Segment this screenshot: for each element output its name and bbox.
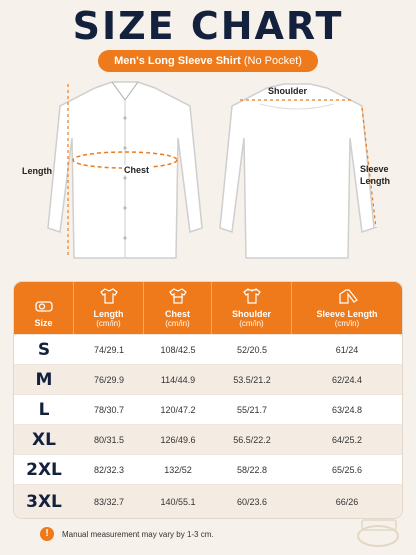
chest-cell: 140/55.1 <box>160 496 196 507</box>
page-title: SIZE CHART <box>72 4 344 48</box>
header-chest <box>144 282 212 334</box>
sleeve-label-line1: Sleeve <box>360 164 389 174</box>
sleeve-cell: 61/24 <box>335 344 359 355</box>
shoulder-label: Shoulder <box>268 86 308 96</box>
chest-cell: 132/52 <box>164 464 192 475</box>
chest-cell: 126/49.6 <box>160 434 196 445</box>
table-row <box>14 484 402 518</box>
shirt-illustrations <box>0 78 416 268</box>
header-sleeve-unit: (cm/in) <box>334 319 360 328</box>
length-label: Length <box>22 166 52 176</box>
warning-icon: ! <box>40 527 54 541</box>
subtitle-light: (No Pocket) <box>243 55 302 67</box>
chest-cell: 114/44.9 <box>160 374 196 385</box>
header-chest-label: Chest <box>164 309 190 319</box>
table-row <box>14 334 402 364</box>
shoulder-cell: 52/20.5 <box>236 344 268 355</box>
sleeve-cell: 65/25.6 <box>331 464 363 475</box>
chest-label: Chest <box>124 165 150 175</box>
subtitle-bold: Men's Long Sleeve Shirt <box>114 55 241 67</box>
shoulder-cell: 58/22.8 <box>236 464 268 475</box>
header-shoulder <box>212 282 292 334</box>
size-table <box>14 282 402 518</box>
sleeve-cell: 63/24.8 <box>331 404 363 415</box>
shoulder-cell: 56.5/22.2 <box>233 434 271 445</box>
shoulder-cell: 60/23.6 <box>236 496 268 507</box>
header-length <box>74 282 144 334</box>
header-sleeve <box>292 282 402 334</box>
tape-measure-icon <box>35 299 53 315</box>
table-row <box>14 364 402 394</box>
sleeve-icon <box>336 288 358 306</box>
length-cell: 78/30.7 <box>93 404 125 415</box>
table-row <box>14 454 402 484</box>
header-size <box>14 282 74 334</box>
tape-measure-decoration-icon <box>350 510 406 550</box>
header-shoulder-label: Shoulder <box>231 309 271 319</box>
shirt-length-icon <box>100 288 118 306</box>
subtitle-pill <box>98 50 318 72</box>
length-cell: 80/31.5 <box>93 434 125 445</box>
length-cell: 76/29.9 <box>93 374 125 385</box>
sleeve-cell: 62/24.4 <box>331 374 363 385</box>
header-shoulder-unit: (cm/in) <box>239 319 264 328</box>
chest-tape-icon <box>169 288 187 306</box>
size-cell: S <box>37 339 51 360</box>
header-size-label: Size <box>34 318 53 328</box>
table-row <box>14 394 402 424</box>
size-cell: L <box>38 399 50 420</box>
size-cell: XL <box>32 429 56 450</box>
table-header <box>14 282 402 334</box>
size-cell: M <box>35 369 53 390</box>
length-cell: 82/32.3 <box>93 464 125 475</box>
sleeve-cell: 66/26 <box>335 496 359 507</box>
sleeve-label-line2: Length <box>360 176 390 186</box>
footer <box>40 524 340 544</box>
header-length-unit: (cm/in) <box>96 319 121 328</box>
size-cell: 2XL <box>26 459 62 480</box>
footer-note: Manual measurement may vary by 1-3 cm. <box>62 529 214 539</box>
header-length-label: Length <box>93 309 124 319</box>
table-row <box>14 424 402 454</box>
shoulder-icon <box>243 288 261 306</box>
length-cell: 74/29.1 <box>93 344 125 355</box>
shoulder-cell: 53.5/21.2 <box>233 374 271 385</box>
length-cell: 83/32.7 <box>93 496 125 507</box>
size-cell: 3XL <box>26 491 62 512</box>
back-shirt-image <box>212 78 382 268</box>
header-chest-unit: (cm/in) <box>165 319 190 328</box>
header-sleeve-label: Sleeve Length <box>316 309 378 319</box>
sleeve-cell: 64/25.2 <box>331 434 363 445</box>
shoulder-cell: 55/21.7 <box>236 404 268 415</box>
chest-cell: 108/42.5 <box>160 344 196 355</box>
chest-cell: 120/47.2 <box>160 404 196 415</box>
